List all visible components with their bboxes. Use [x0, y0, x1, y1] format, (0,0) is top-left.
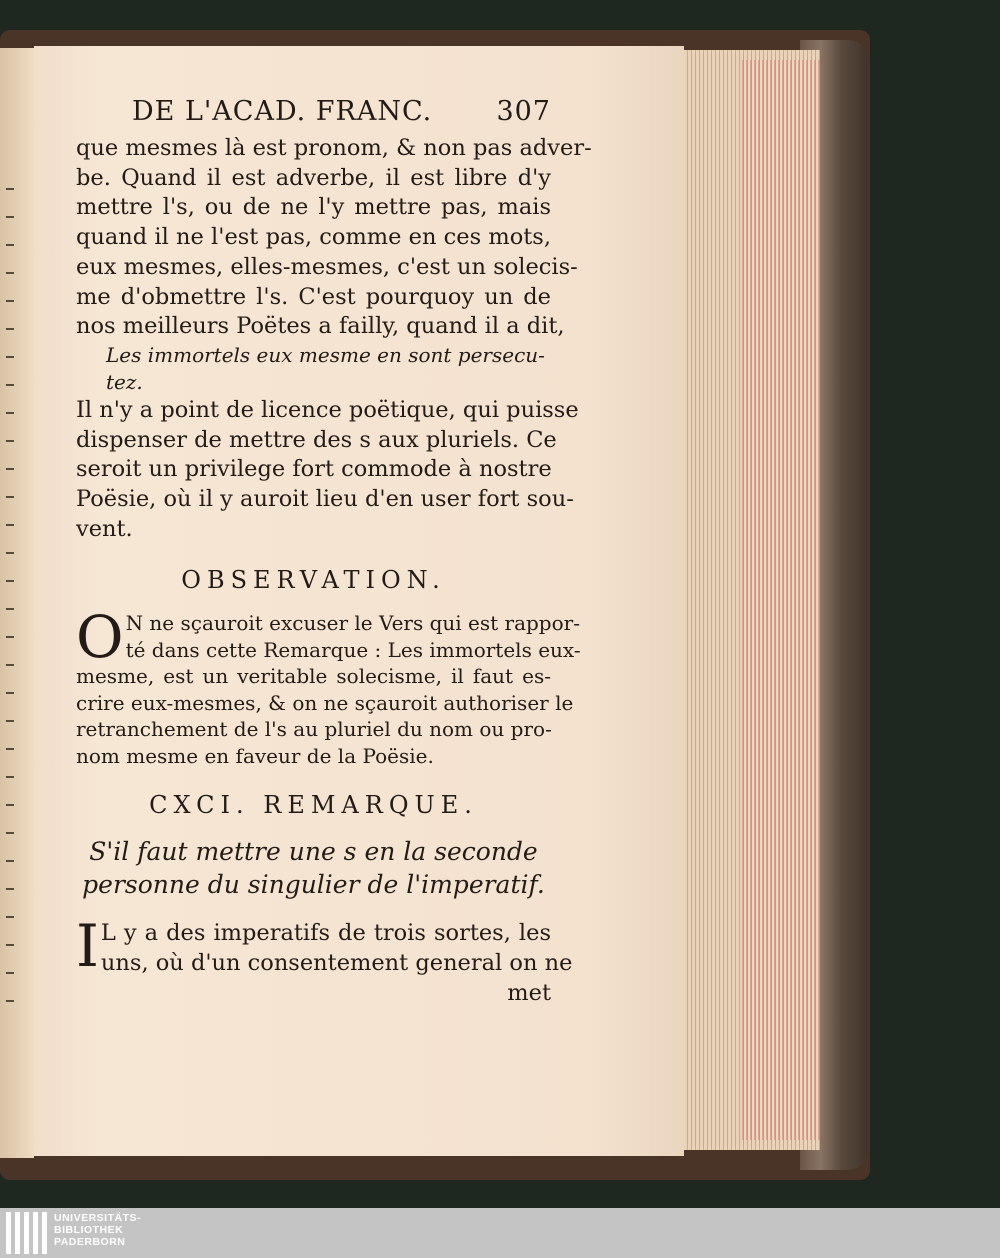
verse-line: Les immortels eux mesme en sont persecu- [106, 342, 545, 367]
drop-cap: I [76, 912, 99, 981]
library-line: BIBLIOTHEK [54, 1224, 124, 1236]
text-line: nos meilleurs Poëtes a failly, quand il a dit, [76, 313, 565, 340]
text-line: eux mesmes, elles-mesmes, c'est un solecis- [76, 253, 578, 280]
verse-quote [76, 342, 551, 396]
text-line: retranchement de l's au pluriel du nom ou pro- [76, 717, 552, 742]
subtitle-line: S'il faut mettre une s en la seconde [89, 837, 538, 867]
text-line: que mesmes là est pronom, & non pas adver- [76, 135, 592, 161]
text-line: me d'obmettre l's. C'est pourquoy un de [76, 283, 551, 310]
text-line: mesme, est un veritable solecisme, il faut es- [76, 664, 551, 689]
page-header [76, 88, 551, 134]
text-line: seroit un privilege fort commode à nostre [76, 456, 552, 483]
text-line: Poësie, où il y auroit lieu d'en user fort sou- [76, 486, 574, 513]
paragraph-2 [76, 396, 579, 545]
text-line: crire eux-mesmes, & on ne sçauroit authoriser le [76, 690, 574, 715]
text-line: dispenser de mettre des s aux pluriels. Ce [76, 426, 557, 453]
left-page-edge [0, 48, 34, 1158]
drop-cap: O [76, 603, 124, 672]
text-line: L y a des imperatifs de trois sortes, les [100, 920, 551, 947]
final-paragraph [76, 912, 573, 1008]
text-line: nom mesme en faveur de la Poësie. [76, 743, 434, 768]
text-line: N ne sçauroit excuser le Vers qui est rappor- [125, 611, 580, 636]
left-page-marks [6, 188, 16, 1088]
observation-paragraph [76, 603, 581, 769]
paragraph-1 [76, 134, 592, 342]
library-name [54, 1212, 141, 1248]
page-fore-edge-red [742, 60, 820, 1140]
remarque-heading: CXCI. REMARQUE. [149, 791, 478, 820]
text-line: Il n'y a point de licence poëtique, qui puisse [76, 396, 579, 423]
verse-line: tez. [106, 369, 143, 394]
text-line: mettre l's, ou de ne l'y mettre pas, mais [76, 194, 551, 221]
page-number: 307 [496, 95, 551, 127]
page-text [76, 88, 592, 1009]
library-line: PADERBORN [54, 1236, 126, 1248]
library-line: UNIVERSITÄTS- [54, 1212, 142, 1224]
library-logo-icon [6, 1212, 48, 1254]
text-line: vent. [76, 515, 133, 542]
observation-heading: OBSERVATION. [181, 566, 446, 595]
running-head: DE L'ACAD. FRANC. [132, 95, 433, 127]
text-line: té dans cette Remarque : Les immortels eux- [125, 637, 581, 662]
text-line: be. Quand il est adverbe, il est libre d'y [76, 164, 551, 191]
text-line: quand il ne l'est pas, comme en ces mots, [76, 224, 551, 251]
library-footer [0, 1208, 1000, 1258]
remarque-subtitle [76, 835, 551, 901]
subtitle-line: personne du singulier de l'imperatif. [82, 870, 545, 900]
catchword: met [507, 979, 551, 1006]
text-line: uns, où d'un consentement general on ne [100, 950, 573, 977]
